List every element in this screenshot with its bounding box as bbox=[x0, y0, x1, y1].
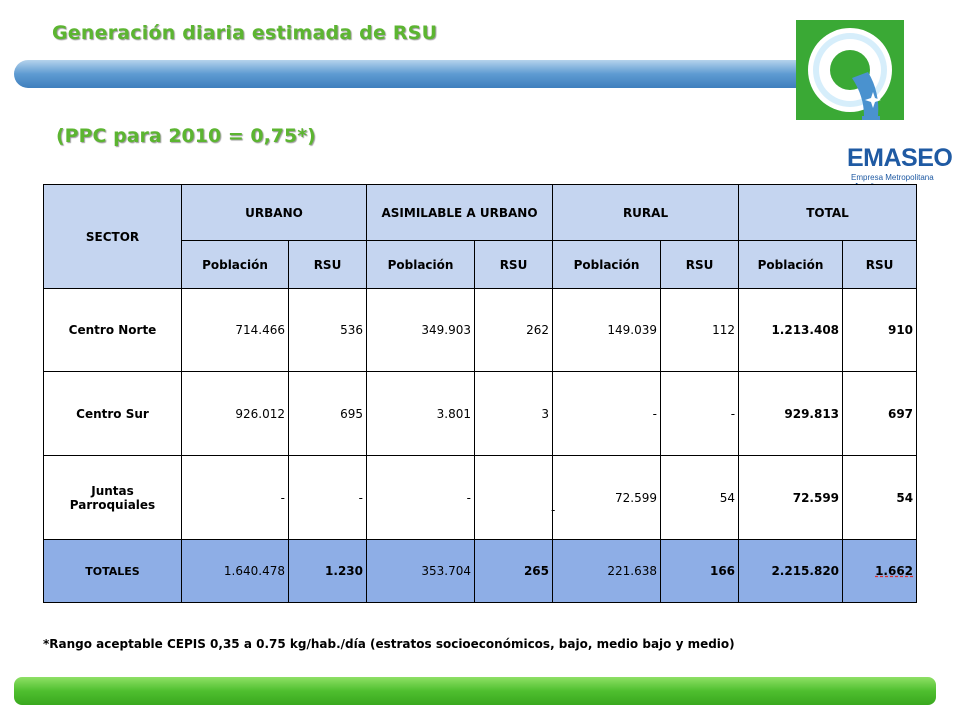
cell-total-poblacion: 1.213.408 bbox=[739, 289, 843, 372]
cell-asimilable-rsu: - bbox=[475, 456, 553, 540]
cell-urbano-rsu: 695 bbox=[289, 372, 367, 456]
subheader-rsu: RSU bbox=[475, 241, 553, 289]
cell-rural-poblacion: 149.039 bbox=[553, 289, 661, 372]
cell-total-rsu: 697 bbox=[843, 372, 917, 456]
rsu-table bbox=[43, 184, 917, 603]
total-asimilable-poblacion: 353.704 bbox=[367, 540, 475, 603]
cell-rural-poblacion: - bbox=[553, 372, 661, 456]
cell-total-poblacion: 72.599 bbox=[739, 456, 843, 540]
sector-name: Centro Sur bbox=[44, 372, 182, 456]
footnote: *Rango aceptable CEPIS 0,35 a 0.75 kg/hab./día (estratos socioeconómicos, bajo, medio bajo y medio) bbox=[43, 637, 735, 651]
subheader-poblacion: Población bbox=[367, 241, 475, 289]
subheader-poblacion-total: Población bbox=[739, 241, 843, 289]
grand-total-poblacion: 2.215.820 bbox=[739, 540, 843, 603]
cell-urbano-poblacion: 714.466 bbox=[182, 289, 289, 372]
total-asimilable-rsu: 265 bbox=[475, 540, 553, 603]
cell-rural-poblacion: 72.599 bbox=[553, 456, 661, 540]
total-rural-rsu: 166 bbox=[661, 540, 739, 603]
header-total: TOTAL bbox=[739, 185, 917, 241]
table-row bbox=[44, 456, 917, 540]
total-rural-poblacion: 221.638 bbox=[553, 540, 661, 603]
cell-asimilable-rsu: 3 bbox=[475, 372, 553, 456]
totals-label: TOTALES bbox=[44, 540, 182, 603]
cell-rural-rsu: 112 bbox=[661, 289, 739, 372]
page-title: Generación diaria estimada de RSU bbox=[52, 22, 438, 44]
cell-asimilable-rsu: 262 bbox=[475, 289, 553, 372]
cell-total-rsu: 54 bbox=[843, 456, 917, 540]
subheader-poblacion: Población bbox=[182, 241, 289, 289]
subheader-rsu: RSU bbox=[289, 241, 367, 289]
sector-name: Centro Norte bbox=[44, 289, 182, 372]
cell-asimilable-poblacion: - bbox=[367, 456, 475, 540]
logo-subtitle-1: Empresa Metropolitana bbox=[851, 173, 934, 182]
table-row bbox=[44, 289, 917, 372]
cell-asimilable-poblacion: 349.903 bbox=[367, 289, 475, 372]
total-urbano-rsu: 1.230 bbox=[289, 540, 367, 603]
emaseo-logo bbox=[796, 20, 953, 182]
header-bar bbox=[14, 60, 814, 88]
totals-row bbox=[44, 540, 917, 603]
logo-name: EMASEO bbox=[847, 144, 953, 172]
header-sector: SECTOR bbox=[44, 185, 182, 289]
logo-mark-icon bbox=[796, 20, 904, 145]
header-rural: RURAL bbox=[553, 185, 739, 241]
subheader-rsu: RSU bbox=[661, 241, 739, 289]
subheader-poblacion: Población bbox=[553, 241, 661, 289]
cell-total-rsu: 910 bbox=[843, 289, 917, 372]
table-row bbox=[44, 372, 917, 456]
cell-urbano-rsu: - bbox=[289, 456, 367, 540]
cell-rural-rsu: 54 bbox=[661, 456, 739, 540]
cell-total-poblacion: 929.813 bbox=[739, 372, 843, 456]
subheader-rsu-total: RSU bbox=[843, 241, 917, 289]
cell-urbano-poblacion: 926.012 bbox=[182, 372, 289, 456]
footer-bar bbox=[14, 677, 936, 705]
cell-rural-rsu: - bbox=[661, 372, 739, 456]
sector-name: Juntas Parroquiales bbox=[44, 456, 182, 540]
total-urbano-poblacion: 1.640.478 bbox=[182, 540, 289, 603]
header-urbano: URBANO bbox=[182, 185, 367, 241]
cell-urbano-rsu: 536 bbox=[289, 289, 367, 372]
grand-total-rsu: 1.662 bbox=[843, 540, 917, 603]
page-subtitle: (PPC para 2010 = 0,75*) bbox=[56, 125, 316, 147]
cell-asimilable-poblacion: 3.801 bbox=[367, 372, 475, 456]
header-asimilable: ASIMILABLE A URBANO bbox=[367, 185, 553, 241]
cell-urbano-poblacion: - bbox=[182, 456, 289, 540]
